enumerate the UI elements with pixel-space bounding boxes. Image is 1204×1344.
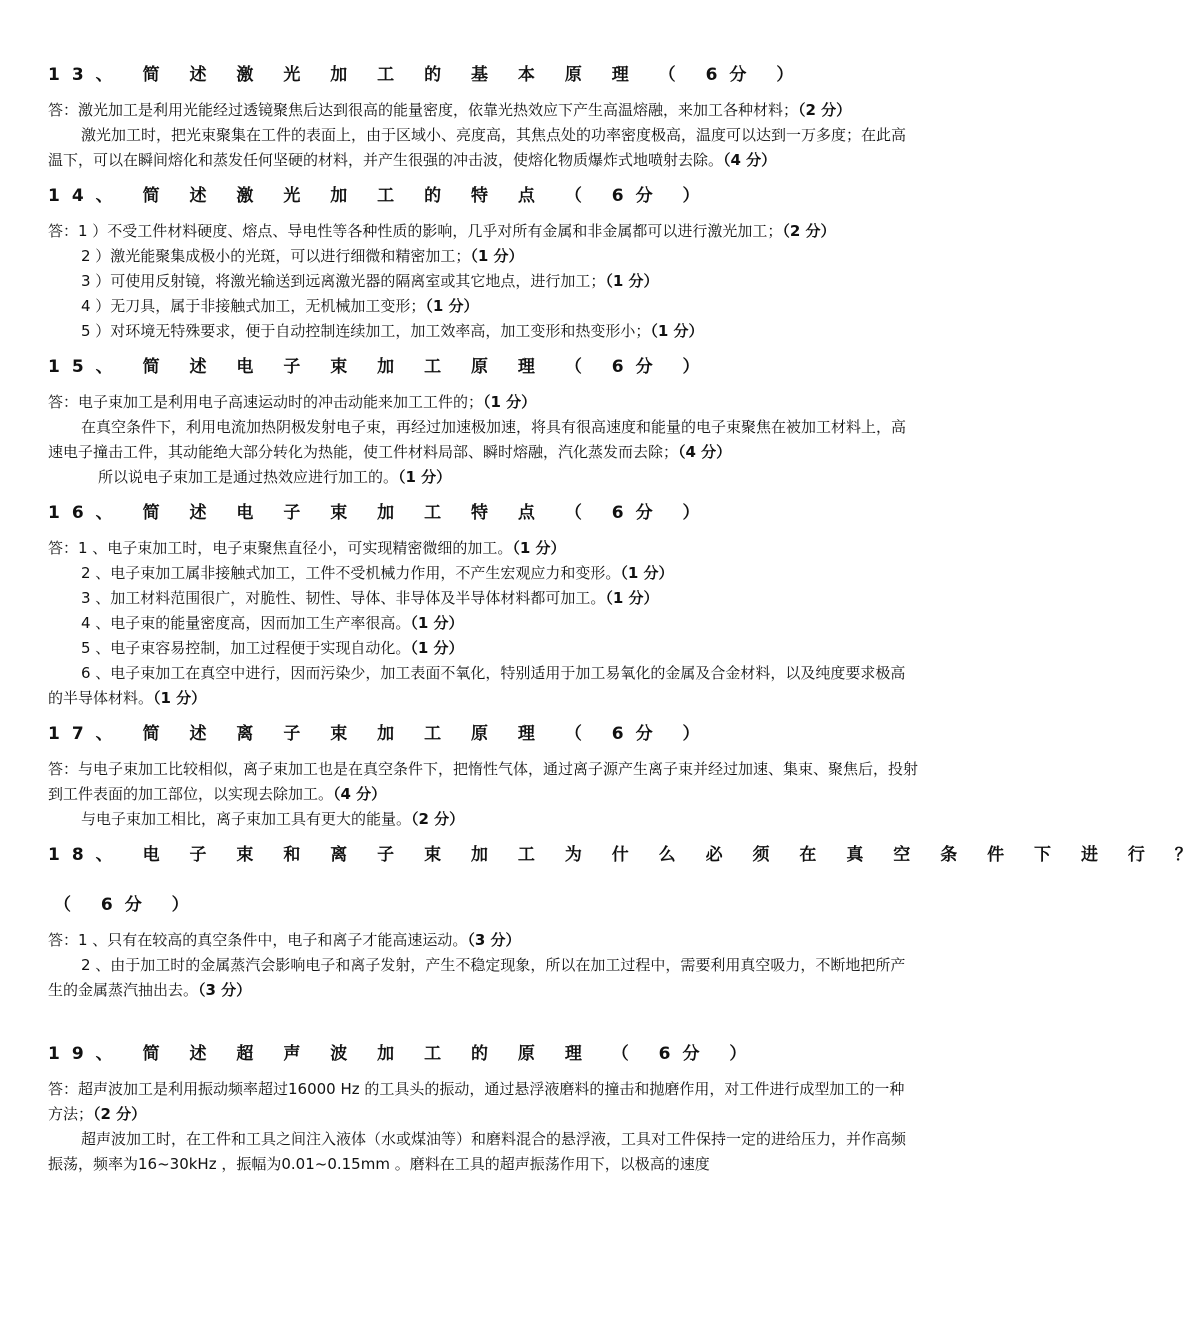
answer-14-para-4: 4 ）无刀具，属于非接触式加工，无机械加工变形；（1 分） bbox=[81, 297, 479, 315]
answer-15-para-2: 在真空条件下，利用电流加热阴极发射电子束，再经过加速极加速，将具有很高速度和能量的电子束聚焦在被加工材料上，高速电子撞击工件，其动能绝大部分转化为热能，使工件材料局部、瞬时熔融，汽化蒸发而去除；（4 分） bbox=[48, 418, 907, 461]
answer-14-para-5: 5 ）对环境无特殊要求，便于自动控制连续加工，加工效率高，加工变形和热变形小；（1 分） bbox=[81, 322, 704, 340]
answer-19-para-1: 答：超声波加工是利用振动频率超过16000 Hz 的工具头的振动，通过悬浮液磨料的撞击和抛磨作用，对工件进行成型加工的一种方法；（2 分） bbox=[48, 1080, 905, 1123]
score-label: （1 分） bbox=[470, 247, 524, 265]
answer-16-para-4: 4 、电子束的能量密度高，因而加工生产率很高。（1 分） bbox=[81, 614, 464, 632]
answer-14-para-3: 3 ）可使用反射镜，将激光输送到远离激光器的隔离室或其它地点，进行加工；（1 分） bbox=[81, 272, 659, 290]
score-label: （1 分） bbox=[650, 322, 704, 340]
score-label: （1 分） bbox=[398, 468, 452, 486]
score-label: （1 分） bbox=[410, 614, 464, 632]
answer-13-para-2: 激光加工时，把光束聚集在工件的表面上，由于区域小、亮度高，其焦点处的功率密度极高，温度可以达到一万多度；在此高温下，可以在瞬间熔化和蒸发任何坚硬的材料，并产生很强的冲击波，使熔化物质爆炸式地喷射去除。（4 分） bbox=[48, 126, 907, 169]
document-page bbox=[48, 62, 1204, 1177]
answer-18-para-2: 2 、由于加工时的金属蒸汽会影响电子和离子发射，产生不稳定现象，所以在加工过程中，需要利用真空吸力，不断地把所产生的金属蒸汽抽出去。（3 分） bbox=[48, 956, 906, 999]
answer-15-para-1: 答：电子束加工是利用电子高速运动时的冲击动能来加工工件的；（1 分） bbox=[48, 393, 537, 411]
question-14-title: 14、 简 述 激 光 加 工 的 特 点 （ 6分 ） bbox=[48, 186, 712, 206]
score-label: （1 分） bbox=[153, 689, 207, 707]
score-label: （2 分） bbox=[411, 810, 465, 828]
score-label: （4 分） bbox=[333, 785, 387, 803]
score-label: （1 分） bbox=[410, 639, 464, 657]
answer-15-para-3: 所以说电子束加工是通过热效应进行加工的。（1 分） bbox=[98, 468, 452, 486]
score-label: （2 分） bbox=[798, 101, 852, 119]
score-label: （1 分） bbox=[605, 272, 659, 290]
answer-19-para-2: 超声波加工时，在工件和工具之间注入液体（水或煤油等）和磨料混合的悬浮液，工具对工件保持一定的进给压力，并作高频振荡，频率为16~30kHz ，振幅为0.01~0.15mm 。磨料在工具的超声振荡作用下，以极高的速度 bbox=[48, 1130, 907, 1173]
question-19-title: 19、 简 述 超 声 波 加 工 的 原 理 （ 6分 ） bbox=[48, 1044, 759, 1064]
score-label: （4 分） bbox=[678, 443, 732, 461]
question-15-title: 15、 简 述 电 子 束 加 工 原 理 （ 6分 ） bbox=[48, 357, 712, 377]
answer-16-para-5: 5 、电子束容易控制，加工过程便于实现自动化。（1 分） bbox=[81, 639, 464, 657]
score-label: （2 分） bbox=[782, 222, 836, 240]
answer-18-para-1: 答：1 、只有在较高的真空条件中，电子和离子才能高速运动。（3 分） bbox=[48, 931, 521, 949]
question-18-title-score: （ 6分 ） bbox=[54, 895, 201, 915]
score-label: （1 分） bbox=[620, 564, 674, 582]
answer-13-para-1: 答：激光加工是利用光能经过透镜聚焦后达到很高的能量密度，依靠光热效应下产生高温熔融，来加工各种材料；（2 分） bbox=[48, 101, 852, 119]
answer-16-para-3: 3 、加工材料范围很广，对脆性、韧性、导体、非导体及半导体材料都可加工。（1 分） bbox=[81, 589, 659, 607]
question-17-title: 17、 简 述 离 子 束 加 工 原 理 （ 6分 ） bbox=[48, 724, 712, 744]
question-18-title: 18、 电 子 束 和 离 子 束 加 工 为 什 么 必 须 在 真 空 条 件 下 进 行 ？ bbox=[48, 845, 1204, 865]
score-label: （3 分） bbox=[467, 931, 521, 949]
answer-14-para-2: 2 ）激光能聚集成极小的光斑，可以进行细微和精密加工；（1 分） bbox=[81, 247, 524, 265]
score-label: （1 分） bbox=[483, 393, 537, 411]
answer-16-para-2: 2 、电子束加工属非接触式加工，工件不受机械力作用，不产生宏观应力和变形。（1 分） bbox=[81, 564, 674, 582]
score-label: （1 分） bbox=[605, 589, 659, 607]
score-label: （1 分） bbox=[425, 297, 479, 315]
answer-14-para-1: 答：1 ）不受工件材料硬度、熔点、导电性等各种性质的影响，几乎对所有金属和非金属都可以进行激光加工；（2 分） bbox=[48, 222, 836, 240]
answer-17-para-2: 与电子束加工相比，离子束加工具有更大的能量。（2 分） bbox=[81, 810, 465, 828]
answer-16-para-1: 答：1 、电子束加工时，电子束聚焦直径小，可实现精密微细的加工。（1 分） bbox=[48, 539, 566, 557]
question-16-title: 16、 简 述 电 子 束 加 工 特 点 （ 6分 ） bbox=[48, 503, 712, 523]
question-13-title: 13、 简 述 激 光 加 工 的 基 本 原 理 （ 6分 ） bbox=[48, 65, 806, 85]
answer-16-para-6: 6 、电子束加工在真空中进行，因而污染少，加工表面不氧化，特别适用于加工易氧化的金属及合金材料，以及纯度要求极高的半导体材料。（1 分） bbox=[48, 664, 906, 707]
score-label: （3 分） bbox=[198, 981, 252, 999]
score-label: （4 分） bbox=[723, 151, 777, 169]
score-label: （1 分） bbox=[512, 539, 566, 557]
score-label: （2 分） bbox=[93, 1105, 147, 1123]
answer-17-para-1: 答：与电子束加工比较相似，离子束加工也是在真空条件下，把惰性气体，通过离子源产生离子束并经过加速、集束、聚焦后，投射到工件表面的加工部位，以实现去除加工。（4 分） bbox=[48, 760, 919, 803]
